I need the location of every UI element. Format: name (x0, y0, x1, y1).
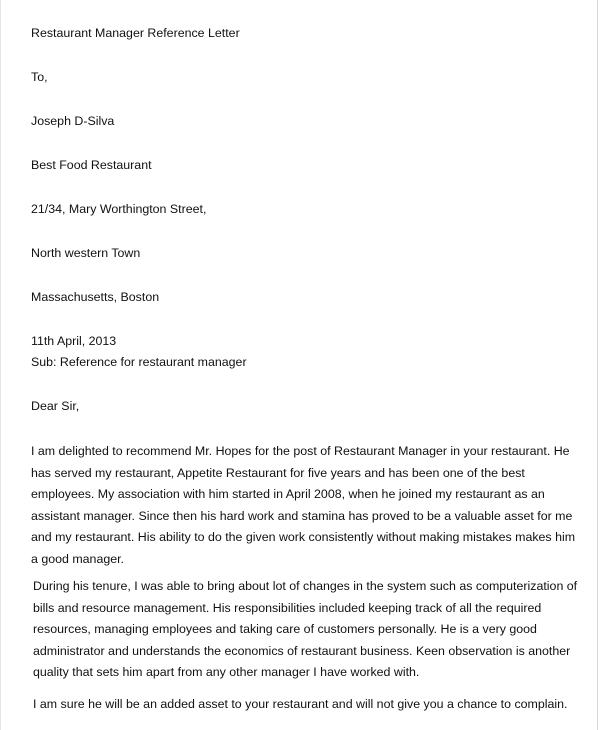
letter-title: Restaurant Manager Reference Letter (31, 26, 240, 40)
paragraph-2: During his tenure, I was able to bring about lot of changes in the system such as computerization of bills and resource management. His responsibilities included keeping track of all the required resources, managing employees and taking care of customers personally. He is a very good administrator and understands the economics of restaurant business. Keen observation is another quality that sets him apart from any other manager I have worked with. (33, 579, 578, 679)
address-line-2: North western Town (31, 246, 141, 260)
letter-date: 11th April, 2013 (31, 334, 117, 348)
salutation-to: To, (31, 70, 48, 84)
paragraph-3: I am sure he will be an added asset to your restaurant and will not give you a chance to complain. (33, 697, 568, 711)
address-line-3: Massachusetts, Boston (31, 290, 160, 304)
recipient-company: Best Food Restaurant (31, 158, 152, 172)
letter-subject: Sub: Reference for restaurant manager (31, 355, 247, 369)
recipient-name: Joseph D-Silva (31, 114, 115, 128)
paragraph-1: I am delighted to recommend Mr. Hopes for the post of Restaurant Manager in your restaurant. He has served my restaurant, Appetite Restaurant for five years and has been one of the best employees. My association with him started in April 2008, when he joined my restaurant as an assistant manager. Since then his hard work and stamina has proved to be a valuable asset for me and my restaurant. His ability to do the given work consistently without making mistakes makes him a good manager. (31, 444, 576, 566)
address-line-1: 21/34, Mary Worthington Street, (31, 202, 207, 216)
greeting: Dear Sir, (31, 399, 80, 413)
